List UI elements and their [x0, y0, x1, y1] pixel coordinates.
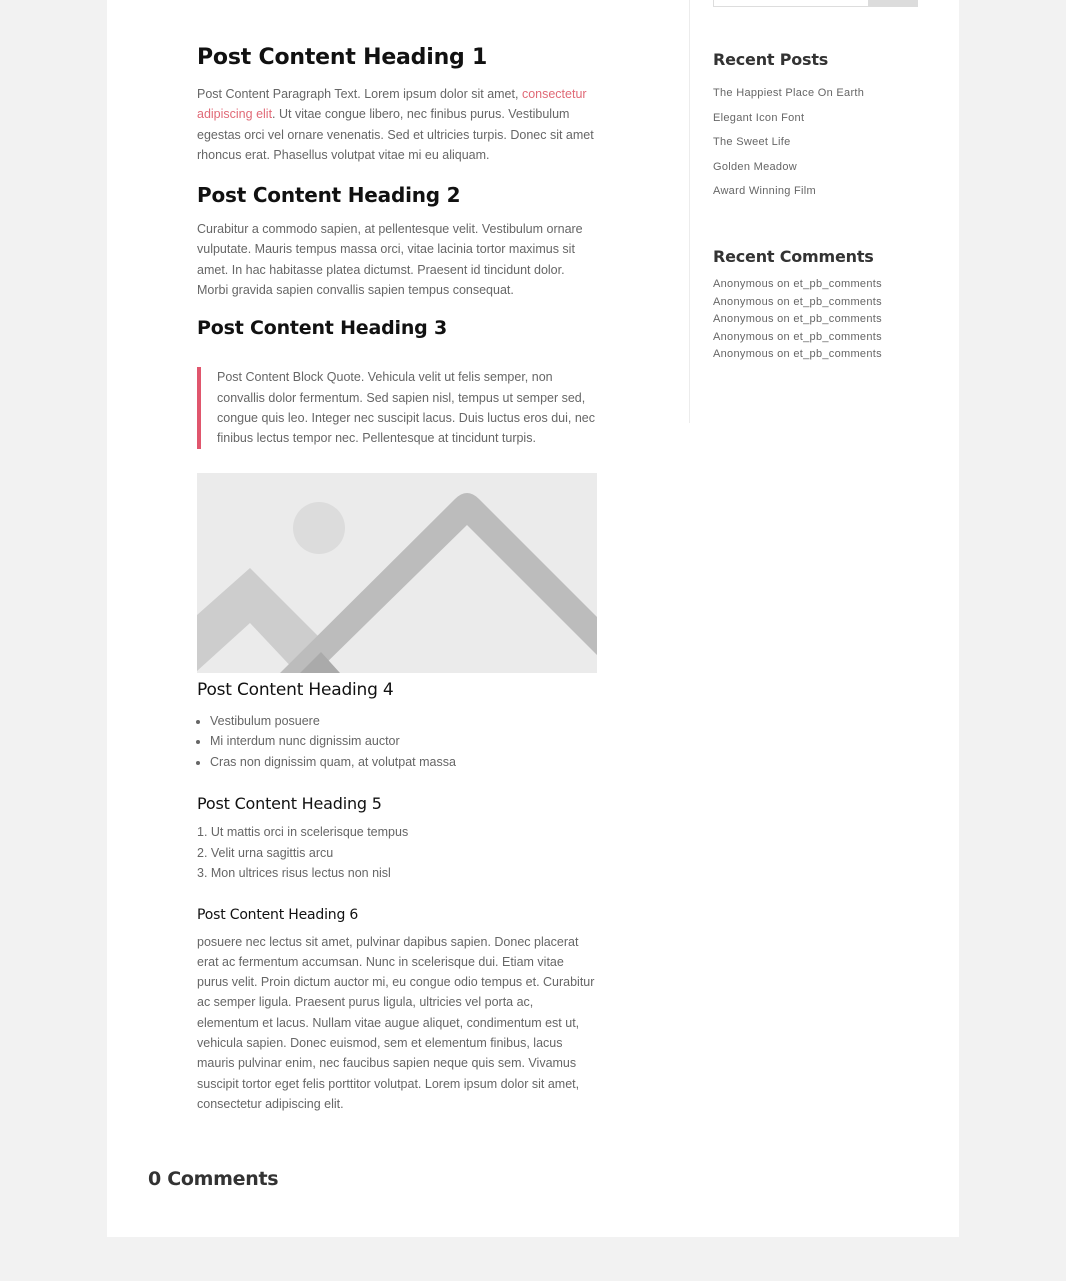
post-heading-4: Post Content Heading 4: [197, 679, 394, 700]
recent-comment-item[interactable]: Anonymous on et_pb_comments: [713, 278, 882, 290]
post-heading-3: Post Content Heading 3: [197, 317, 447, 340]
recent-post-link[interactable]: Award Winning Film: [713, 185, 817, 197]
list-item: • Vestibulum posuere: [210, 711, 597, 732]
recent-post-link[interactable]: Golden Meadow: [713, 160, 798, 173]
post-heading-6: Post Content Heading 6: [197, 906, 359, 923]
recent-comments-title: Recent Comments: [713, 247, 874, 266]
post-heading-5: Post Content Heading 5: [197, 794, 382, 814]
post-heading-1: Post Content Heading 1: [197, 45, 488, 70]
post-paragraph-2: Curabitur a commodo sapien, at pellentesque velit. Vestibulum ornare vulputate. Mauris tempus massa orci, vitae lacinia tortor maximus sit amet. In hac habitasse platea dictumst. Praesent id tincidunt dolor. Morbi gravida sapien convallis sapien tempus consequat.: [197, 222, 583, 298]
search-input[interactable]: [713, 0, 869, 7]
recent-post-link[interactable]: The Happiest Place On Earth: [713, 87, 865, 99]
recent-comment-item[interactable]: Anonymous on et_pb_comments: [713, 330, 882, 343]
recent-comment-item[interactable]: Anonymous on et_pb_comments: [713, 348, 882, 361]
recent-comments-list: [713, 276, 882, 364]
list-item: • Cras non dignissim quam, at volutpat massa: [210, 752, 597, 773]
post-paragraph-1: [197, 84, 597, 165]
list-item: 1. Ut mattis orci in scelerisque tempus: [197, 825, 409, 840]
list-item: 3. Mon ultrices risus lectus non nisl: [197, 866, 391, 881]
page-container: [107, 0, 959, 1237]
post-paragraph-6: posuere nec lectus sit amet, pulvinar dapibus sapien. Donec placerat erat ac fermentum accumsan. Nunc in scelerisque dui. Etiam vitae purus velit. Proin dictum auctor mi, eu congue odio tempus et. Curabitur ac semper ligula. Praesent purus ligula, ultricies vel porta ac, elementum et lacus. Nullam vitae augue aliquet, condimentum est ut, vehicula sapien. Donec euismod, sem et elementum finibus, lacus mauris pulvinar enim, nec faucibus sapien neque quis sem. Vivamus suscipit tortor eget felis porttitor volutpat. Lorem ipsum dolor sit amet, consectetur adipiscing elit.: [197, 934, 595, 1111]
sun-shape: [293, 502, 345, 554]
paragraph-1-link[interactable]: consectetur adipiscing elit: [197, 87, 587, 122]
recent-post-link[interactable]: Elegant Icon Font: [713, 111, 805, 124]
paragraph-1-text-end: . Ut vitae congue libero, nec finibus purus. Vestibulum egestas orci vel ornare venenatis. Sed et ultricies turpis. Donec sit amet rhoncus erat. Phasellus volutpat vitae mi eu aliquam.: [197, 107, 594, 162]
numbered-list: [197, 822, 597, 884]
post-blockquote: Post Content Block Quote. Vehicula velit ut felis semper, non convallis dolor fermentum. Sed sapien nisl, tempus ut semper sed, congue quis leo. Integer nec suscipit lacus. Duis luctus eros dui, nec finibus lectus tempor nec. Pellentesque at tincidunt turpis.: [197, 367, 597, 448]
image-placeholder-icon: [197, 473, 597, 673]
search-button[interactable]: [868, 0, 918, 7]
recent-comment-item[interactable]: Anonymous on et_pb_comments: [713, 295, 882, 308]
recent-comment-item[interactable]: Anonymous on et_pb_comments: [713, 313, 882, 326]
sidebar-divider: [689, 0, 690, 423]
post-heading-2: Post Content Heading 2: [197, 183, 461, 208]
post-content: [197, 40, 597, 1114]
recent-posts-title: Recent Posts: [713, 50, 829, 69]
recent-post-link[interactable]: The Sweet Life: [713, 136, 791, 148]
bullet-list: [197, 711, 597, 773]
paragraph-1-text-start: Post Content Paragraph Text. Lorem ipsum dolor sit amet,: [197, 87, 522, 101]
mountain-sun-illustration: [197, 473, 597, 673]
recent-posts-list: [713, 81, 864, 204]
list-item: • Mi interdum nunc dignissim auctor: [210, 731, 597, 752]
comments-count-heading: 0 Comments: [148, 1168, 279, 1190]
list-item: 2. Velit urna sagittis arcu: [197, 845, 334, 860]
